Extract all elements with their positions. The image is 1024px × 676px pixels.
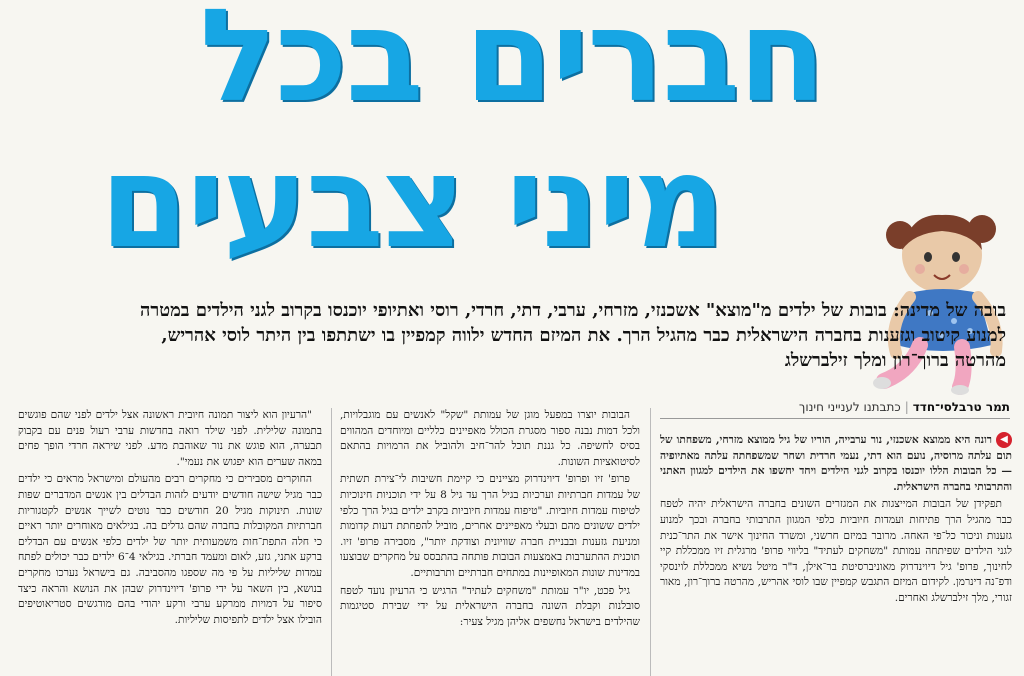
headline-line-1: חברים בכל xyxy=(199,0,825,131)
arrow-left-icon: ◀ xyxy=(996,432,1012,448)
author-name: תמר טרבלסי־חדד xyxy=(912,400,1010,414)
author-role: כתבתנו לענייני חינוך xyxy=(798,400,901,414)
paragraph: החוקרים מסבירים כי מחקרים רבים מהעולם ומישראל מראים כי ילדים כבר מגיל שישה חודשים יודעים לזהות הבדלים בין אנשים המדברים שפות שונות. תינוקות מגיל 20 חודשים כבר נוטים לשייך אנשים לקטגוריות חברתיות המקובלות בחברה שהם גדלים בה. בגילאים מאוחרים יותר ראיים כי חלה התפת־חות משמעותית יותר של ילדים כלפי אנשים עם הבדלים ברקע אתני, גזע, לאום ומעמד חברתי. בגילאי 4־6 ילדים כבר יכולים לפתח עמדות שליליות על פי מה שספגו מהסביבה. גם בישראל נערכו מחקרים בנושא, בין השאר על ידי פרופ' דיוינדרוק שבהן את הנושא והראה כיצד סיפור על דמויות ממרקע ערבי ורקע יהודי בהם מודגשים סטריאוטיפים הובילו אצל ילדים לתפיסות שליליות. xyxy=(18,473,322,626)
intro-text: רונה היא ממוצא אשכנזי, נור ערבייה, הוריו של גיל ממוצא מזרחי, משפחתו של תום עלתה מרוסיה, נועם הוא דתי, נעמי חרדית ושחר שמשפחתה עלתה מאתיופיה — כל הבובות הללו יוכנסו בקרוב לגני הילדים ויחד יחשפו את הילדים למגוון האתני והתרבותי בחברה הישראלית. xyxy=(660,434,1012,493)
paragraph: "הרעיון הוא ליצור תמונה חיובית ראשונה אצל ילדים לפני שהם פוגשים בתמונה שלילית. לפני שילד רואה בחדשות ערבי רעול פנים עם בקבוק תבערה, הוא פוגש את נור שאוהבת מדע. לפני שיראה חרדי הופך פחים במאה שערים הוא יפגוש את נעמי". xyxy=(18,409,322,468)
paragraph: הבובות יוצרו במפעל מוגן של עמותת "שקל" לאנשים עם מוגבלויות, ולכל דמות נבנה ספור מסגרת הכולל מאפיינים כלליים ומיוחדים המהווים בסיס לחשיפה. כל גננת תוכל להר־חיב ולהוביל את הרמויות בהתאם לסיטואציות השונות. xyxy=(340,409,640,468)
byline: תמר טרבלסי־חדד|כתבתנו לענייני חינוך xyxy=(660,400,1010,419)
column-divider xyxy=(331,408,332,676)
article-column-3 xyxy=(18,408,322,676)
paragraph: פרופ' זיו ופרופ' דיוינדרוק מציינים כי קיימת חשיבות לי־צירת תשתית של עמדות חברתיות וערכיות בגיל הרך עד גיל 8 על ידי תוכניות חינוכיות לטיפוח עמדות חיוביות. "טיפוח עמדות חיוביות בקרב ילדים בגיל הרך כלפי ילדים ששונים מהם ובעלי מאפיינים אחרים, מוביל להפחתת דעות קדומות ומניעת גזענות ובבניית חברה שוויונית וצודקת יותר", מסבירה פרופ' זיו. תוכנית ההתערבות באמצעות הבובות פותחה בהתבסס על מחקרים שבוצעו במדינות שונות המאופיינות במתחים חברתיים ותרבותיים. xyxy=(340,473,640,579)
column-divider xyxy=(650,408,651,676)
article-column-1 xyxy=(660,432,1012,676)
paragraph: תפקידן של הבובות המייצגות את המגזרים השונים בחברה הישראלית יהיה לטפח כבר מהגיל הרך פתיחות ועמדות חיוביות כלפי המגוון התרבותי בחברה ובכך למנוע גזענות וניכור כל־פי האחה. מרובר במיזם חרשני, ומשרד החינוך אישר את התר־כנית לגני הילדים שפיתחה עמותת "משחקים לעתיד" בליווי פרופ' מרגלית זיו ממכללת קיי לחינוך, פרופ' גיל דיוינדרוק מאוניברסיטת בר־אילן, ד"ר מיטל נשיא ממכללת לוינסקי ודפ־נה דינרמן. לקידום המיזם התגבש קמפיין שבו לוסי אהריש, מהרטה ברוך־רון, מאור זגורי, מלך זילברשלג ואחרים. xyxy=(660,498,1012,604)
paragraph: גיל פכט, יו"ר עמותת "משחקים לעתיד" הרגיש כי הרעיון נועד לטפח סובלנות וקבלת השונה בחברה הישראלית על ידי שבירת סטיגמות שהילדים בישראל נחשפים אליהן מגיל צעיר: xyxy=(340,584,640,628)
article-column-2 xyxy=(340,408,640,676)
lead-paragraph: בובה של מדינה: בובות של ילדים מ"מוצא" אשכנזי, מזרחי, ערבי, דתי, חרדי, רוסי ואתיופי יוכנסו בקרוב לגני הילדים במטרה למנוע קיטוב וגזענות בחברה הישראלית כבר מהגיל הרך. את המיזם החדש ילווה קמפיין בו ישתתפו בין היתר לוסי אהריש, מהרטה ברוך־רון ומלך זילברשלג xyxy=(140,300,1006,371)
headline-line-2: מיני צבעים xyxy=(99,128,724,277)
intro-paragraph xyxy=(660,432,1012,495)
